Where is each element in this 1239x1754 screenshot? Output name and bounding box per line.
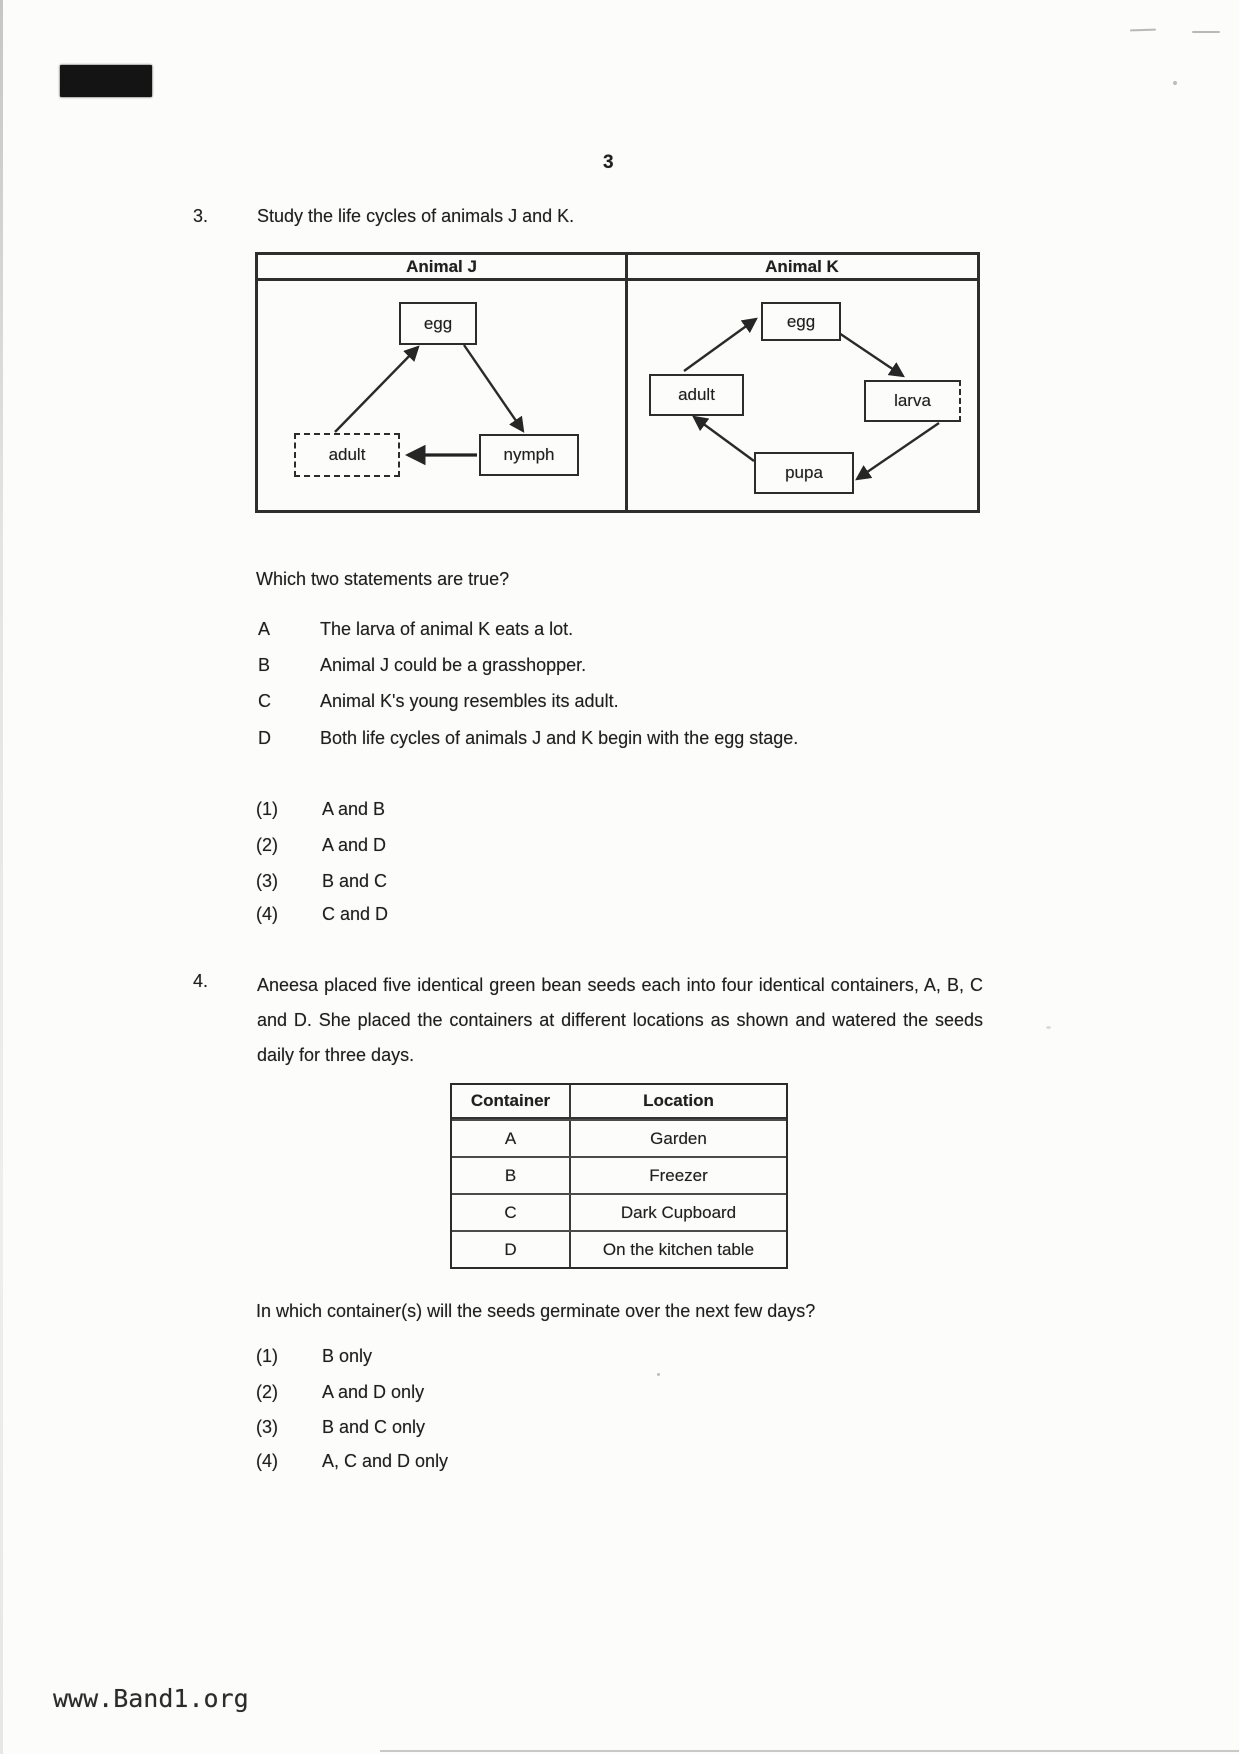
container-c-cell: C [452,1195,571,1230]
arrow-j-adult-to-egg [335,347,418,432]
arrow-k-adult-to-egg [684,319,756,371]
scan-artifact [1173,81,1177,85]
statement-b-text: Animal J could be a grasshopper. [320,655,587,675]
statement-a-label: A [258,619,271,639]
q3-option-2 [256,834,386,856]
location-a-cell: Garden [650,1128,707,1148]
scan-artifact [1130,29,1156,32]
scan-bottom-edge [380,1750,1239,1752]
container-a-cell: A [452,1121,571,1156]
q4-option-2 [256,1381,424,1403]
container-header: Container [452,1085,571,1117]
q4-option-4-text: A, C and D only [322,1451,449,1471]
arrow-k-pupa-to-adult [694,417,754,461]
animal-j-header: Animal J [258,255,625,281]
table-header-row [452,1085,786,1119]
statement-a-text: The larva of animal K eats a lot. [320,619,574,639]
q4-option-1 [256,1345,372,1367]
site-watermark: www.Band1.org [53,1684,249,1713]
j-adult-box: adult [294,433,400,477]
q3-option-1 [256,798,385,820]
container-location-table [450,1083,788,1269]
q3-option-3-label: (3) [256,871,278,891]
q3-option-1-text: A and B [322,799,386,819]
scan-artifact [657,1373,660,1376]
arrow-k-larva-to-pupa [857,423,939,479]
container-d-cell: D [452,1232,571,1267]
q3-option-4 [256,903,388,925]
arrow-j-egg-to-nymph [464,345,523,431]
q4-option-1-text: B only [322,1346,373,1366]
statement-d-label: D [258,728,271,748]
j-egg-box: egg [399,302,477,345]
q3-option-3-text: B and C [322,871,388,891]
table-row [452,1230,786,1267]
q3-option-4-text: C and D [322,904,389,924]
q4-option-4 [256,1450,448,1472]
scan-artifact [1046,1026,1051,1029]
k-adult-box: adult [649,374,744,416]
question-3-prompt: Study the life cycles of animals J and K. [257,206,575,226]
animal-k-header: Animal K [625,255,977,281]
table-row [452,1156,786,1193]
statement-d-text: Both life cycles of animals J and K begin with the egg stage. [320,728,799,748]
q3-option-1-label: (1) [256,799,278,819]
q4-option-2-text: A and D only [322,1382,425,1402]
container-b-cell: B [452,1158,571,1193]
k-larva-box: larva [864,380,961,422]
q4-question: In which container(s) will the seeds germinate over the next few days? [256,1301,816,1321]
table-row [452,1119,786,1156]
page-number: 3 [603,152,615,173]
statement-c-text: Animal K's young resembles its adult. [320,691,619,711]
statement-b-label: B [258,655,271,675]
question-4-prompt: Aneesa placed five identical green bean seeds each into four identical containers, A, B, C and D. She placed the containers at different locations as shown and watered the seeds daily for three days. [257,975,983,1065]
q3-question: Which two statements are true? [256,569,510,589]
question-4-number: 4. [193,971,209,991]
q4-option-3 [256,1416,425,1438]
q3-option-4-label: (4) [256,904,278,924]
k-pupa-box: pupa [754,452,854,494]
life-cycle-table [255,252,980,513]
q4-option-1-label: (1) [256,1346,278,1366]
q3-option-3 [256,870,387,892]
q3-option-2-label: (2) [256,835,278,855]
table-row [452,1193,786,1230]
scan-left-edge [0,0,3,1754]
q3-option-2-text: A and D [322,835,387,855]
j-nymph-box: nymph [479,434,579,476]
q4-option-4-label: (4) [256,1451,278,1471]
k-egg-box: egg [761,302,841,341]
statement-d [258,727,798,749]
q4-option-3-text: B and C only [322,1417,426,1437]
q4-option-3-label: (3) [256,1417,278,1437]
location-header: Location [643,1091,714,1110]
q4-option-2-label: (2) [256,1382,278,1402]
location-b-cell: Freezer [649,1165,708,1185]
location-c-cell: Dark Cupboard [620,1202,737,1222]
statement-b [258,654,586,676]
redaction-block [60,65,152,97]
statement-c [258,690,619,712]
statement-a [258,618,573,640]
arrow-k-egg-to-larva [839,333,903,376]
location-d-cell: On the kitchen table [602,1239,755,1259]
statement-c-label: C [258,691,271,711]
scan-artifact [1192,31,1220,33]
question-3-number: 3. [193,206,209,226]
